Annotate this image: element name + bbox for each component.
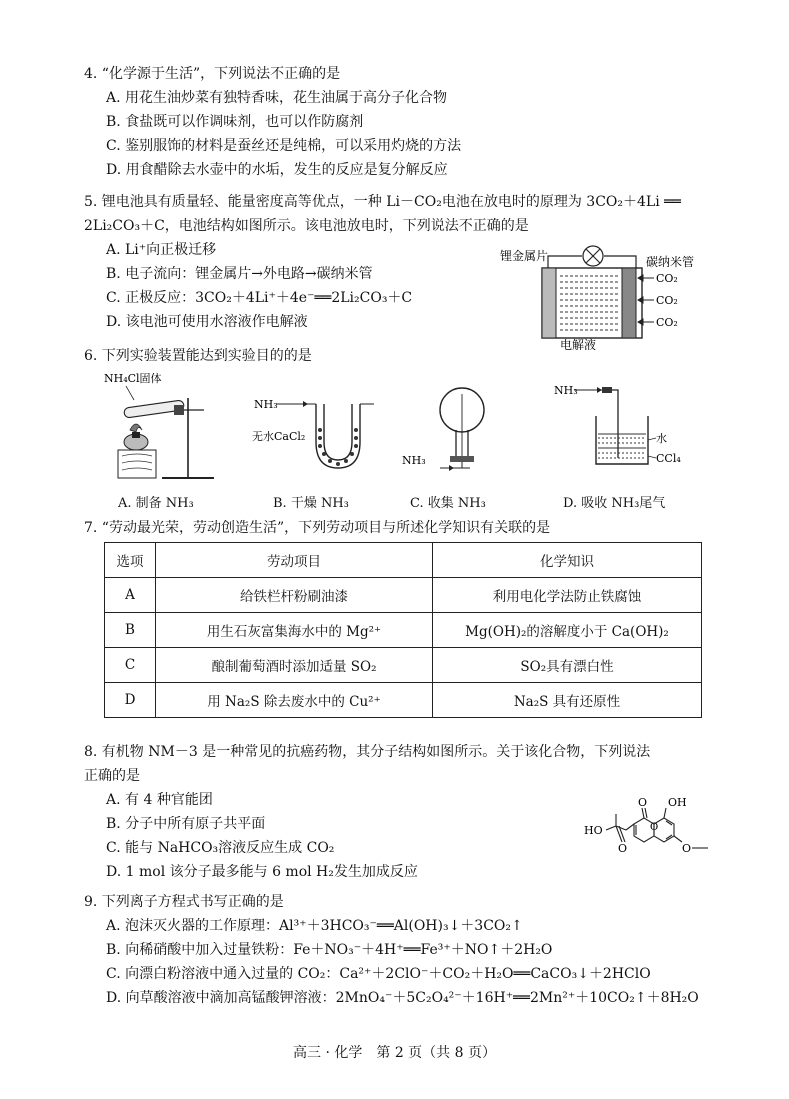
cell: C bbox=[105, 648, 156, 683]
option-d: D. 向草酸溶液中滴加高锰酸钾溶液：2MnO₄⁻＋5C₂O₄²⁻＋16H⁺══2Mn²⁺＋10CO₂↑＋8H₂O bbox=[106, 990, 699, 1006]
option-a: A. 有 4 种官能团 bbox=[106, 792, 213, 808]
label-co2-1: CO₂ bbox=[656, 272, 678, 285]
caption-d: D. 吸收 NH₃尾气 bbox=[563, 496, 666, 511]
label-o-carbonyl: O bbox=[638, 796, 648, 809]
label-water: 水 bbox=[656, 432, 667, 445]
label-lithium: 锂金属片 bbox=[500, 249, 549, 263]
cell: 用 Na₂S 除去废水中的 Cu²⁺ bbox=[156, 683, 433, 718]
label-electrolyte: 电解液 bbox=[560, 338, 597, 350]
question-7 bbox=[84, 516, 704, 540]
cell: A bbox=[105, 578, 156, 613]
cell: D bbox=[105, 683, 156, 718]
cell: B bbox=[105, 613, 156, 648]
cell: Na₂S 具有还原性 bbox=[433, 683, 702, 718]
option-a: A. Li⁺向正极迁移 bbox=[106, 242, 217, 258]
label-ccl4: CCl₄ bbox=[656, 452, 681, 465]
apparatus-c bbox=[400, 380, 510, 485]
label-nh3-b: NH₃ bbox=[254, 398, 278, 411]
table-row bbox=[105, 648, 702, 683]
question-stem-line1: 8. 有机物 NM－3 是一种常见的抗癌药物，其分子结构如图所示。关于该化合物，下列说法 bbox=[84, 744, 651, 760]
nm3-structure bbox=[582, 790, 712, 870]
option-c: C. 能与 NaHCO₃溶液反应生成 CO₂ bbox=[106, 840, 335, 856]
label-nh3-c: NH₃ bbox=[402, 454, 426, 467]
header-option: 选项 bbox=[105, 543, 156, 578]
option-b: B. 分子中所有原子共平面 bbox=[106, 816, 266, 832]
option-d: D. 该电池可使用水溶液作电解液 bbox=[106, 314, 308, 330]
page-footer: 高三 · 化学 第 2 页（共 8 页） bbox=[293, 1045, 496, 1061]
header-labor: 劳动项目 bbox=[156, 543, 433, 578]
q7-table bbox=[104, 542, 702, 718]
apparatus-a bbox=[104, 370, 224, 488]
cell: 酿制葡萄酒时添加适量 SO₂ bbox=[156, 648, 433, 683]
question-4 bbox=[84, 62, 704, 182]
label-co2-3: CO₂ bbox=[656, 316, 678, 329]
label-nh3-d: NH₃ bbox=[554, 384, 578, 397]
question-stem-line1: 5. 锂电池具有质量轻、能量密度高等优点，一种 Li－CO₂电池在放电时的原理为 3CO₂＋4Li ══ bbox=[84, 194, 681, 210]
question-stem-line2: 2Li₂CO₃＋C，电池结构如图所示。该电池放电时，下列说法不正确的是 bbox=[84, 218, 529, 234]
question-stem: 4. “化学源于生活”，下列说法不正确的是 bbox=[84, 66, 341, 82]
table-header-row bbox=[105, 543, 702, 578]
label-oh: OH bbox=[668, 796, 687, 809]
caption-a: A. 制备 NH₃ bbox=[118, 496, 194, 511]
label-ho: HO bbox=[584, 824, 603, 837]
option-d: D. 1 mol 该分子最多能与 6 mol H₂发生加成反应 bbox=[106, 864, 418, 880]
question-stem-line2: 正确的是 bbox=[84, 768, 140, 784]
cell: 给铁栏杆粉刷油漆 bbox=[156, 578, 433, 613]
question-stem: 6. 下列实验装置能达到实验目的的是 bbox=[84, 348, 312, 364]
table-row bbox=[105, 613, 702, 648]
option-c: C. 鉴别服饰的材料是蚕丝还是纯棉，可以采用灼烧的方法 bbox=[106, 138, 462, 154]
option-b: B. 向稀硝酸中加入过量铁粉：Fe＋NO₃⁻＋4H⁺══Fe³⁺＋NO↑＋2H₂O bbox=[106, 942, 553, 958]
question-9 bbox=[84, 890, 724, 1010]
cell: 利用电化学法防止铁腐蚀 bbox=[433, 578, 702, 613]
label-cacl2: 无水CaCl₂ bbox=[252, 430, 306, 443]
question-stem: 7. “劳动最光荣，劳动创造生活”，下列劳动项目与所述化学知识有关联的是 bbox=[84, 520, 551, 536]
label-o-carboxyl: O bbox=[618, 842, 628, 855]
caption-c: C. 收集 NH₃ bbox=[410, 496, 486, 511]
option-a: A. 用花生油炒菜有独特香味，花生油属于高分子化合物 bbox=[106, 90, 448, 106]
table-row bbox=[105, 683, 702, 718]
option-c: C. 向漂白粉溶液中通入过量的 CO₂：Ca²⁺＋2ClO⁻＋CO₂＋H₂O══CaCO₃↓＋2HClO bbox=[106, 966, 651, 982]
table-row bbox=[105, 578, 702, 613]
apparatus-b bbox=[250, 390, 380, 480]
label-o-methoxy: O bbox=[682, 842, 692, 855]
apparatus-d bbox=[552, 380, 692, 470]
cell: Mg(OH)₂的溶解度小于 Ca(OH)₂ bbox=[433, 613, 702, 648]
label-nh4cl: NH₄Cl固体 bbox=[104, 372, 162, 385]
option-b: B. 电子流向：锂金属片→外电路→碳纳米管 bbox=[106, 266, 373, 282]
battery-diagram bbox=[496, 238, 712, 350]
caption-b: B. 干燥 NH₃ bbox=[273, 496, 349, 511]
label-o-ring: O bbox=[650, 822, 659, 833]
cell: SO₂具有漂白性 bbox=[433, 648, 702, 683]
label-carbon-nanotube: 碳纳米管 bbox=[646, 255, 695, 269]
question-stem: 9. 下列离子方程式书写正确的是 bbox=[84, 894, 284, 910]
header-knowledge: 化学知识 bbox=[433, 543, 702, 578]
option-a: A. 泡沫灭火器的工作原理：Al³⁺＋3HCO₃⁻══Al(OH)₃↓＋3CO₂↑ bbox=[106, 918, 523, 934]
cell: 用生石灰富集海水中的 Mg²⁺ bbox=[156, 613, 433, 648]
option-b: B. 食盐既可以作调味剂，也可以作防腐剂 bbox=[106, 114, 364, 130]
question-6 bbox=[84, 344, 704, 368]
option-d: D. 用食醋除去水壶中的水垢，发生的反应是复分解反应 bbox=[106, 162, 448, 178]
option-c: C. 正极反应：3CO₂＋4Li⁺＋4e⁻══2Li₂CO₃＋C bbox=[106, 290, 413, 306]
label-co2-2: CO₂ bbox=[656, 294, 678, 307]
